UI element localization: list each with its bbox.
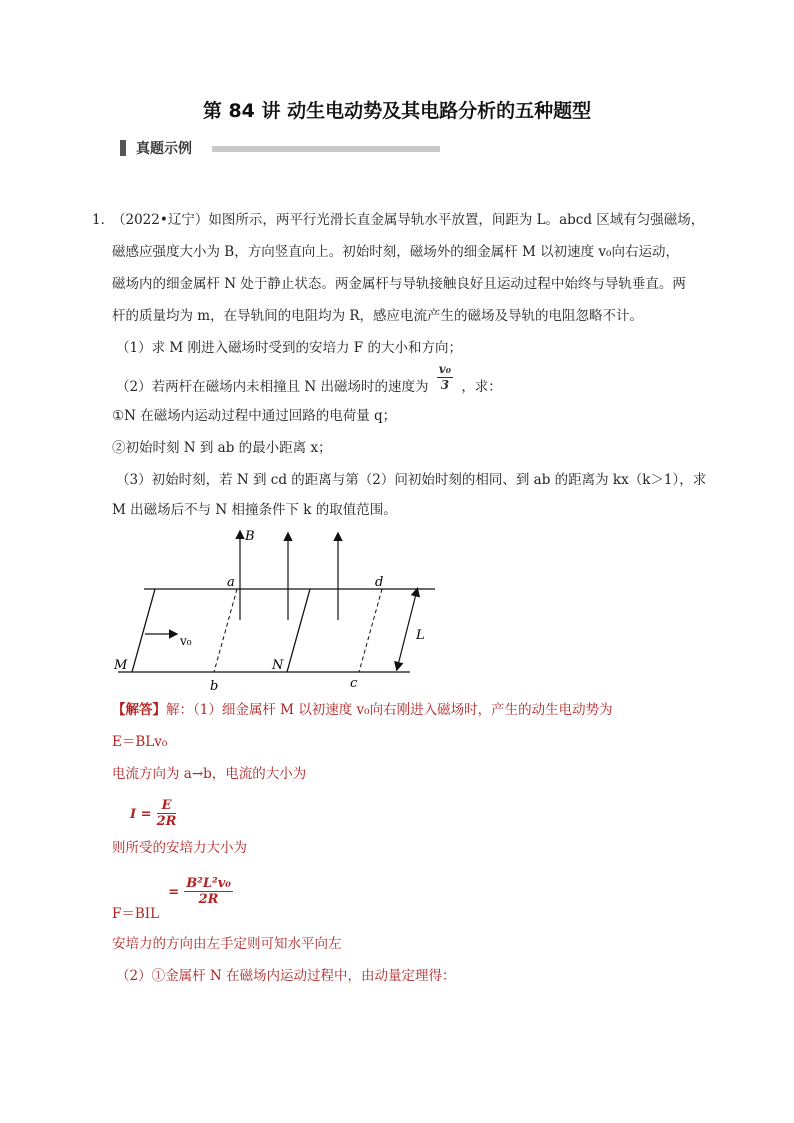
solution-line-3: 则所受的安培力大小为 (112, 840, 247, 856)
label-c: c (350, 676, 358, 691)
problem-line-3: 磁场内的细金属杆 N 处于静止状态。两金属杆与导轨接触良好且运动过程中始终与导轨垂直。两 (112, 276, 686, 292)
eq-current-lhs: I = (130, 807, 152, 822)
label-b-field: B (245, 529, 255, 544)
page-title: 第 84 讲 动生电动势及其电路分析的五种题型 (202, 100, 592, 122)
solution-line-1 (112, 700, 613, 720)
equation-emf: E＝BLv₀ (112, 734, 168, 750)
eq-force-fraction: $\frac{\text{B²L²v₀}}{2R}$ (186, 876, 231, 907)
eq-force-equals: = (168, 885, 180, 900)
question-2 (116, 362, 502, 403)
rod-m (132, 589, 155, 672)
equation-force (112, 876, 233, 922)
equation-current (130, 798, 176, 829)
label-l: L (416, 628, 425, 643)
question-3-line-1: （3）初始时刻，若 N 到 cd 的距离与第（2）问初始时刻的相同、到 ab 的距离为 kx（k＞1），求 (116, 472, 707, 488)
boundary-ab (214, 589, 237, 672)
problem-line-4: 杆的质量均为 m，在导轨间的电阻均为 R，感应电流产生的磁场及导轨的电阻忽略不计。 (112, 308, 644, 324)
section-label: 真题示例 (136, 141, 192, 157)
label-m: M (114, 658, 128, 673)
solution-text-1: 解：（1）细金属杆 M 以初速度 v₀向右刚进入磁场时，产生的动生电动势为 (166, 702, 613, 718)
eq-current-fraction: $\frac{E}{2R}$ (156, 798, 177, 829)
problem-line-2: 磁感应强度大小为 B，方向竖直向上。初始时刻，磁场外的细金属杆 M 以初速度 v₀向右运动， (112, 244, 679, 260)
boundary-cd (359, 589, 382, 672)
label-n: N (272, 658, 284, 673)
label-d: d (375, 575, 384, 590)
question-2-part-2: ②初始时刻 N 到 ab 的最小距离 x； (112, 440, 332, 456)
problem-number: 1． (92, 212, 115, 228)
problem-line-1: （2022•辽宁）如图所示，两平行光滑长直金属导轨水平放置，间距为 L。abcd 区域有匀强磁场， (112, 212, 705, 228)
rail-magnetic-field-figure (100, 522, 450, 697)
solution-tag: 【解答】 (112, 702, 166, 718)
solution-line-4: 安培力的方向由左手定则可知水平向左 (112, 936, 342, 952)
rod-n (287, 589, 310, 672)
section-marker (120, 140, 126, 156)
question-3-line-2: M 出磁场后不与 N 相撞条件下 k 的取值范围。 (112, 502, 397, 518)
solution-line-5: （2）①金属杆 N 在磁场内运动过程中，由动量定理得： (116, 968, 456, 984)
label-b: b (210, 679, 219, 694)
question-2-text: （2）若两杆在磁场内未相撞且 N 出磁场时的速度为 (116, 379, 429, 395)
section-rule (212, 146, 440, 152)
label-a: a (227, 575, 235, 590)
solution-line-2: 电流方向为 a→b，电流的大小为 (112, 766, 307, 782)
width-arrow (397, 594, 416, 669)
eq-force-lhs: F＝BIL (112, 906, 160, 922)
label-v0: v₀ (180, 634, 192, 648)
question-1: （1）求 M 刚进入磁场时受到的安培力 F 的大小和方向； (116, 340, 462, 356)
question-2-tail: ，求： (461, 379, 502, 395)
question-2-part-1: ①N 在磁场内运动过程中通过回路的电荷量 q； (112, 408, 397, 424)
fraction-v0-over-3: $\frac{\text{v₀}}{3}$ (438, 362, 452, 392)
